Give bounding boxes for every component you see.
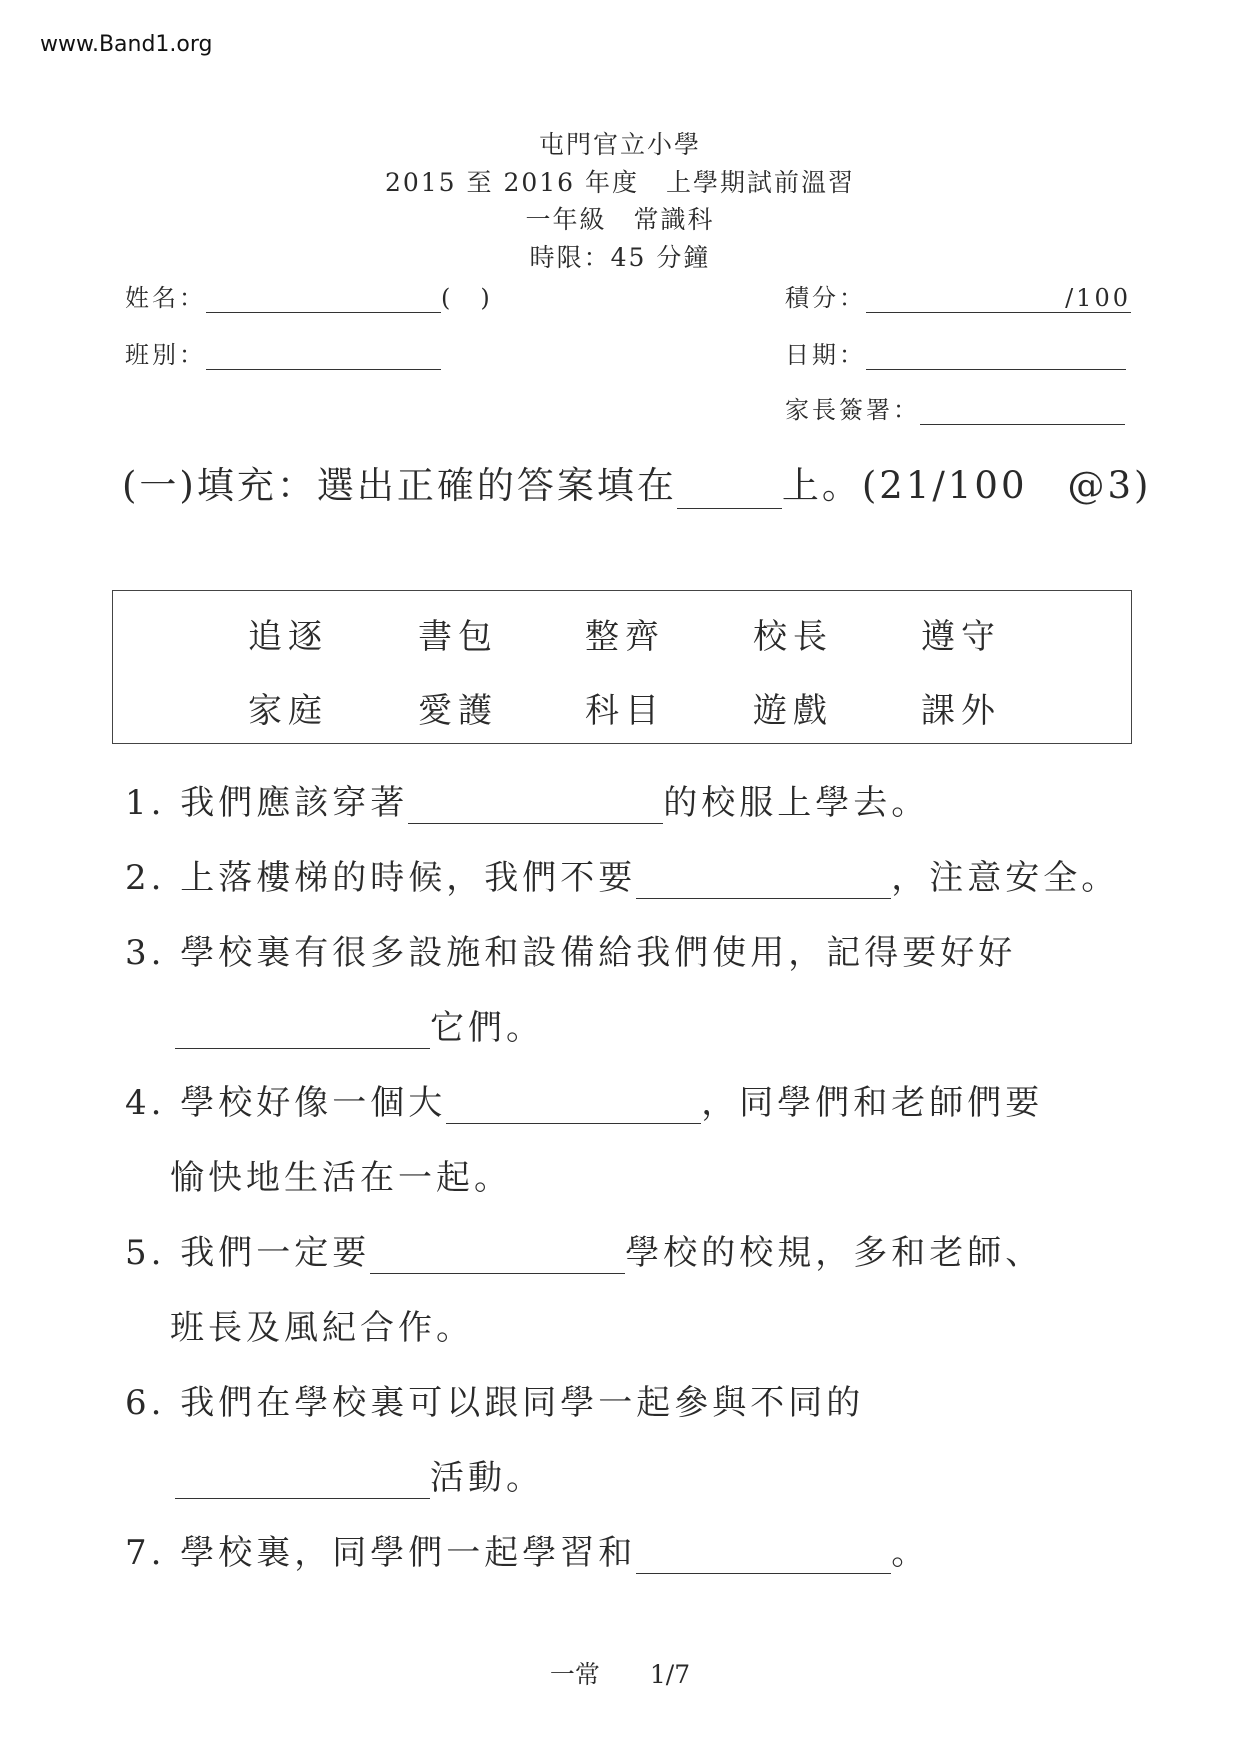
word-bank: [112, 590, 1132, 744]
question-1: [125, 775, 929, 824]
answer-blank[interactable]: [636, 862, 891, 899]
date-label: 日期：: [785, 341, 866, 369]
question-6: [125, 1375, 864, 1424]
name-label: 姓名：: [125, 284, 206, 312]
question-text: 2. 上落樓梯的時候，我們不要: [125, 858, 637, 898]
question-6-cont: [175, 1450, 544, 1499]
answer-blank[interactable]: [636, 1537, 891, 1574]
word-bank-item: 遊戲: [753, 691, 833, 731]
page-footer: 一常 1/7: [549, 1660, 691, 1689]
score-total: /100: [1065, 284, 1131, 312]
answer-blank[interactable]: [175, 1012, 430, 1049]
class-number-paren: ( ): [441, 284, 493, 312]
name-blank[interactable]: [206, 284, 441, 313]
word-bank-item: 書包: [418, 617, 498, 657]
word-bank-item: 課外: [921, 691, 1001, 731]
question-3: [125, 925, 1016, 974]
question-5: [125, 1225, 1043, 1274]
section-title-end: 上。(21/100 @3): [781, 464, 1152, 507]
section-title-text: (一)填充：選出正確的答案填在: [122, 464, 677, 507]
answer-blank[interactable]: [408, 787, 663, 824]
answer-blank[interactable]: [446, 1087, 701, 1124]
question-7: [125, 1525, 929, 1574]
word-bank-item: 校長: [753, 617, 833, 657]
class-blank[interactable]: [206, 341, 441, 370]
word-bank-item: 遵守: [921, 617, 1001, 657]
score-field: [785, 278, 1131, 313]
question-text: 活動。: [430, 1458, 544, 1498]
question-2: [125, 850, 1119, 899]
question-text: 7. 學校裏，同學們一起學習和: [125, 1533, 637, 1573]
question-text: 1. 我們應該穿著: [125, 783, 409, 823]
question-4-cont: [170, 1150, 512, 1199]
section-title: [122, 455, 1151, 509]
school-name: 屯門官立小學: [538, 130, 701, 159]
word-bank-item: 整齊: [585, 617, 665, 657]
site-watermark: www.Band1.org: [40, 32, 213, 57]
question-text: 它們。: [430, 1008, 544, 1048]
time-limit: 時限：45 分鐘: [529, 243, 711, 272]
question-text: 班長及風紀合作。: [170, 1308, 474, 1348]
question-4: [125, 1075, 1043, 1124]
word-bank-item: 家庭: [248, 691, 328, 731]
question-text: 的校服上學去。: [663, 783, 930, 823]
section-title-blank: [677, 468, 782, 509]
word-bank-item: 科目: [585, 691, 665, 731]
date-blank[interactable]: [866, 341, 1126, 370]
question-text: 4. 學校好像一個大: [125, 1083, 447, 1123]
question-text: 學校的校規，多和老師、: [625, 1233, 1044, 1273]
score-label: 積分：: [785, 284, 866, 312]
parent-signature-label: 家長簽署：: [785, 396, 920, 424]
question-text: 愉快地生活在一起。: [170, 1158, 512, 1198]
word-bank-item: 愛護: [418, 691, 498, 731]
name-field: [125, 278, 493, 313]
class-field: [125, 335, 441, 370]
question-5-cont: [170, 1300, 474, 1349]
answer-blank[interactable]: [370, 1237, 625, 1274]
question-text: ，注意安全。: [891, 858, 1120, 898]
date-field: [785, 335, 1126, 370]
question-text: 。: [891, 1533, 930, 1573]
question-text: 5. 我們一定要: [125, 1233, 371, 1273]
class-label: 班別：: [125, 341, 206, 369]
question-text: 6. 我們在學校裏可以跟同學一起參與不同的: [125, 1383, 865, 1423]
exam-term: 2015 至 2016 年度 上學期試前溫習: [384, 168, 856, 197]
word-bank-item: 追逐: [248, 617, 328, 657]
question-3-cont: [175, 1000, 544, 1049]
answer-blank[interactable]: [175, 1462, 430, 1499]
parent-signature-field: [785, 390, 1125, 425]
grade-subject: 一年級 常識科: [525, 205, 715, 234]
question-text: ，同學們和老師們要: [701, 1083, 1044, 1123]
parent-signature-blank[interactable]: [920, 396, 1125, 425]
score-blank[interactable]: [866, 284, 1131, 313]
question-text: 3. 學校裏有很多設施和設備給我們使用，記得要好好: [125, 933, 1017, 973]
